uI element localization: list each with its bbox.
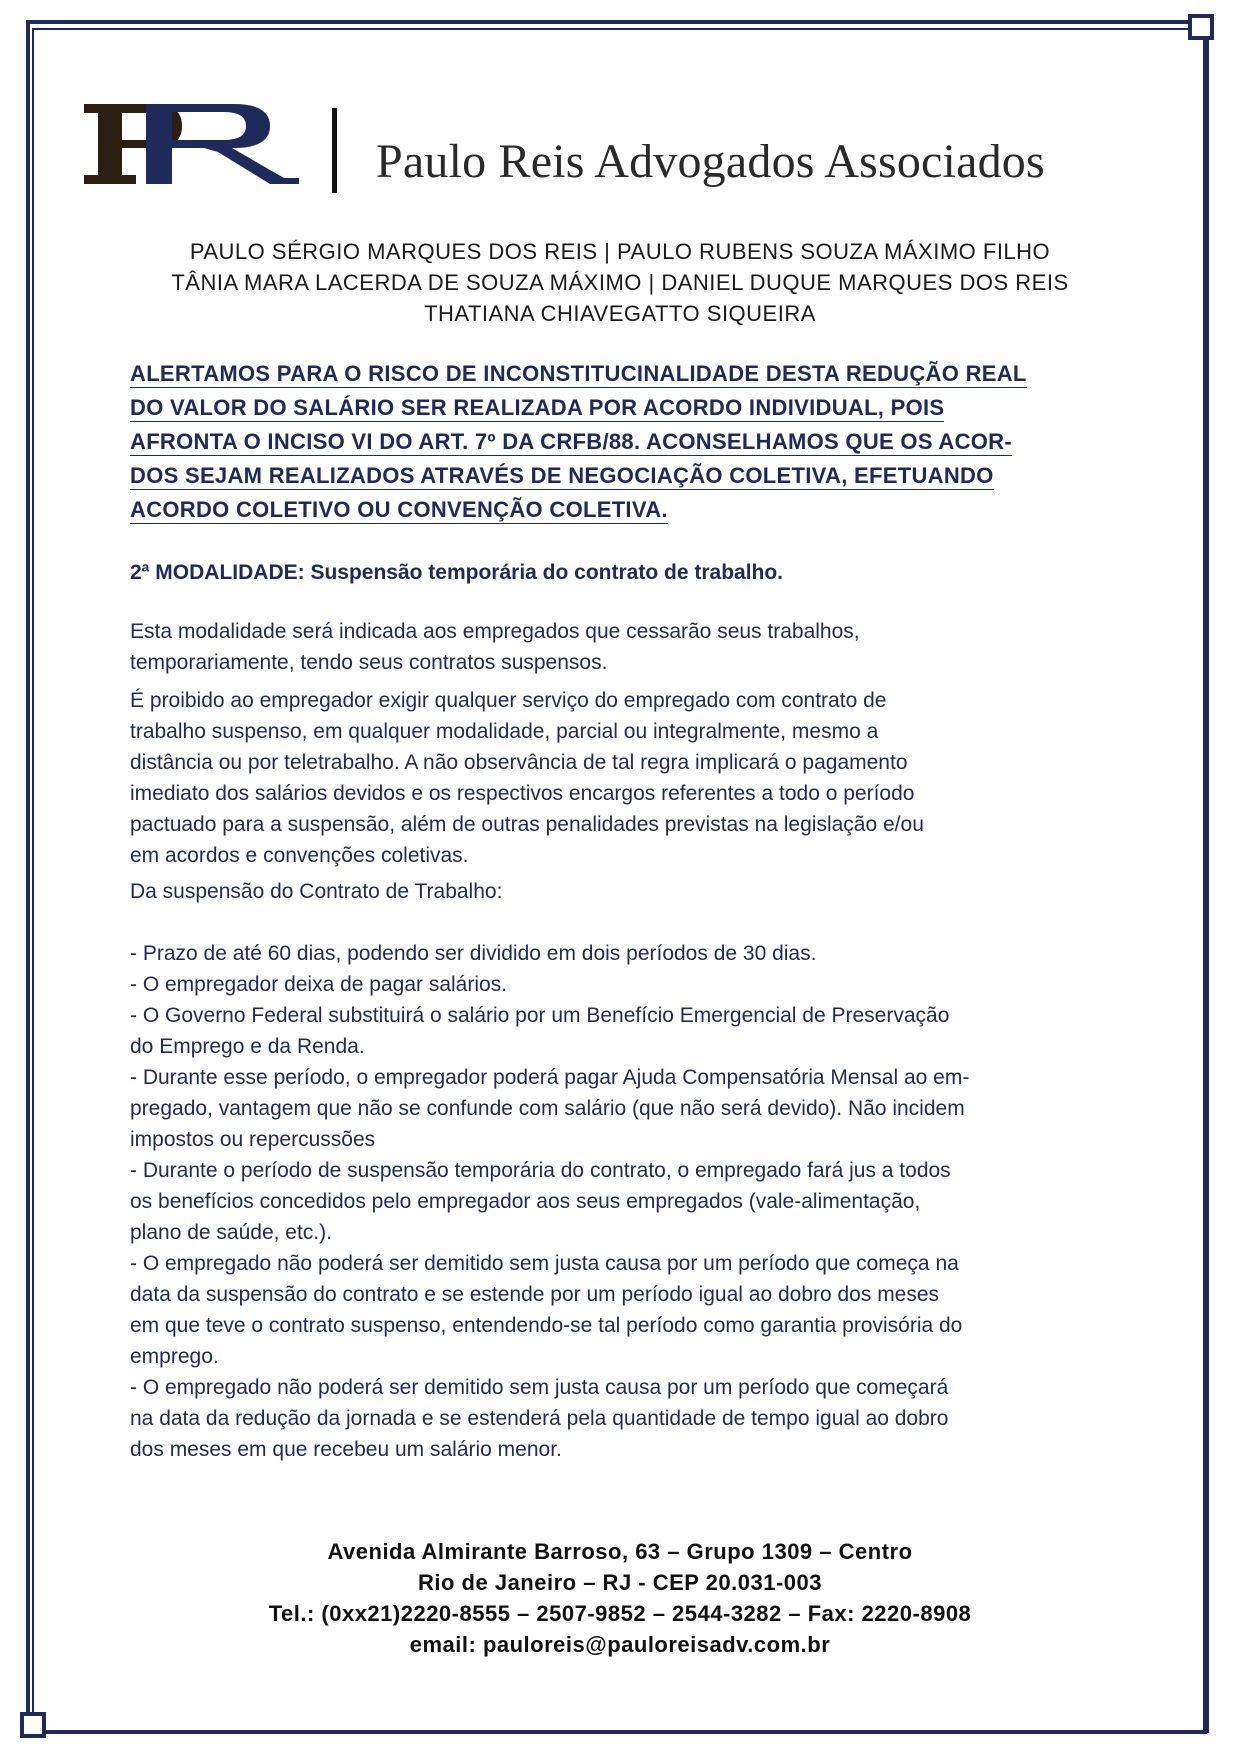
footer-email: email: pauloreis@pauloreisadv.com.br — [409, 1632, 831, 1657]
letterhead — [84, 104, 1164, 204]
list-item: em que teve o contrato suspenso, entendendo-se tal período como garantia provisória do — [130, 1314, 963, 1337]
contact-footer — [120, 1536, 1120, 1660]
alert-line: DOS SEJAM REALIZADOS ATRAVÉS DE NEGOCIAÇÃO COLETIVA, EFETUANDO — [130, 463, 994, 488]
list-item: data da suspensão do contrato e se estende por um período igual ao dobro dos meses — [130, 1283, 940, 1306]
list-item: - Prazo de até 60 dias, podendo ser dividido em dois períodos de 30 dias. — [130, 942, 817, 965]
list-item: - Durante o período de suspensão temporária do contrato, o empregado fará jus a todos — [130, 1159, 951, 1182]
paragraph-prohibition — [130, 685, 1110, 871]
document-body — [130, 358, 1110, 1465]
list-item: plano de saúde, etc.). — [130, 1221, 332, 1244]
list-item: - Durante esse período, o empregador poderá pagar Ajuda Compensatória Mensal ao em- — [130, 1066, 970, 1089]
text-line: É proibido ao empregador exigir qualquer serviço do empregado com contrato de — [130, 689, 887, 712]
suspension-terms-list — [130, 938, 1110, 1465]
list-item: - O empregado não poderá ser demitido sem justa causa por um período que começará — [130, 1376, 949, 1399]
alert-line: DO VALOR DO SALÁRIO SER REALIZADA POR ACORDO INDIVIDUAL, POIS — [130, 395, 945, 420]
list-item: - O Governo Federal substituirá o salário por um Benefício Emergencial de Preservação — [130, 1004, 950, 1027]
firm-logo-icon — [84, 104, 299, 184]
text-line: em acordos e convenções coletivas. — [130, 844, 469, 867]
alert-line: ACORDO COLETIVO OU CONVENÇÃO COLETIVA. — [130, 497, 668, 522]
modality-heading: 2ª MODALIDADE: Suspensão temporária do contrato de trabalho. — [130, 561, 784, 584]
footer-city: Rio de Janeiro – RJ - CEP 20.031-003 — [418, 1570, 822, 1595]
partners-line: THATIANA CHIAVEGATTO SIQUEIRA — [424, 301, 816, 326]
list-item: - O empregador deixa de pagar salários. — [130, 973, 508, 996]
list-item: impostos ou repercussões — [130, 1128, 376, 1151]
list-item: os benefícios concedidos pelo empregador aos seus empregados (vale-alimentação, — [130, 1190, 921, 1213]
firm-name: Paulo Reis Advogados Associados — [376, 135, 1045, 188]
alert-line: AFRONTA O INCISO VI DO ART. 7º DA CRFB/88. ACONSELHAMOS QUE OS ACOR- — [130, 429, 1012, 454]
text-line: temporariamente, tendo seus contratos suspensos. — [130, 651, 608, 674]
text-line: Da suspensão do Contrato de Trabalho: — [130, 880, 503, 903]
list-item: na data da redução da jornada e se estenderá pela quantidade de tempo igual ao dobro — [130, 1407, 949, 1430]
alert-line: ALERTAMOS PARA O RISCO DE INCONSTITUCINALIDADE DESTA REDUÇÃO REAL — [130, 361, 1027, 386]
partners-line: TÂNIA MARA LACERDA DE SOUZA MÁXIMO | DANIEL DUQUE MARQUES DOS REIS — [171, 270, 1069, 295]
list-item: pregado, vantagem que não se confunde com salário (que não será devido). Não incidem — [130, 1097, 965, 1120]
text-line: distância ou por teletrabalho. A não observância de tal regra implicará o pagamento — [130, 751, 908, 774]
logo-divider — [332, 108, 337, 193]
partners-list — [120, 236, 1120, 329]
paragraph-intro — [130, 616, 1110, 678]
list-item: do Emprego e da Renda. — [130, 1035, 365, 1058]
border-corner-bottom-left — [20, 1712, 46, 1738]
text-line: imediato dos salários devidos e os respectivos encargos referentes a todo o período — [130, 782, 915, 805]
paragraph-suspension-intro — [130, 876, 1110, 907]
text-line: Esta modalidade será indicada aos empregados que cessarão seus trabalhos, — [130, 620, 860, 643]
border-corner-top-right — [1188, 14, 1214, 40]
text-line: trabalho suspenso, em qualquer modalidade, parcial ou integralmente, mesmo a — [130, 720, 879, 743]
footer-address: Avenida Almirante Barroso, 63 – Grupo 1309 – Centro — [327, 1539, 913, 1564]
list-item: dos meses em que recebeu um salário menor. — [130, 1438, 562, 1461]
footer-phones: Tel.: (0xx21)2220-8555 – 2507-9852 – 2544-3282 – Fax: 2220-8908 — [268, 1601, 972, 1626]
constitutionality-alert — [130, 358, 1110, 528]
list-item: emprego. — [130, 1345, 219, 1368]
text-line: pactuado para a suspensão, além de outras penalidades previstas na legislação e/ou — [130, 813, 924, 836]
list-item: - O empregado não poderá ser demitido sem justa causa por um período que começa na — [130, 1252, 959, 1275]
partners-line: PAULO SÉRGIO MARQUES DOS REIS | PAULO RUBENS SOUZA MÁXIMO FILHO — [189, 239, 1051, 264]
